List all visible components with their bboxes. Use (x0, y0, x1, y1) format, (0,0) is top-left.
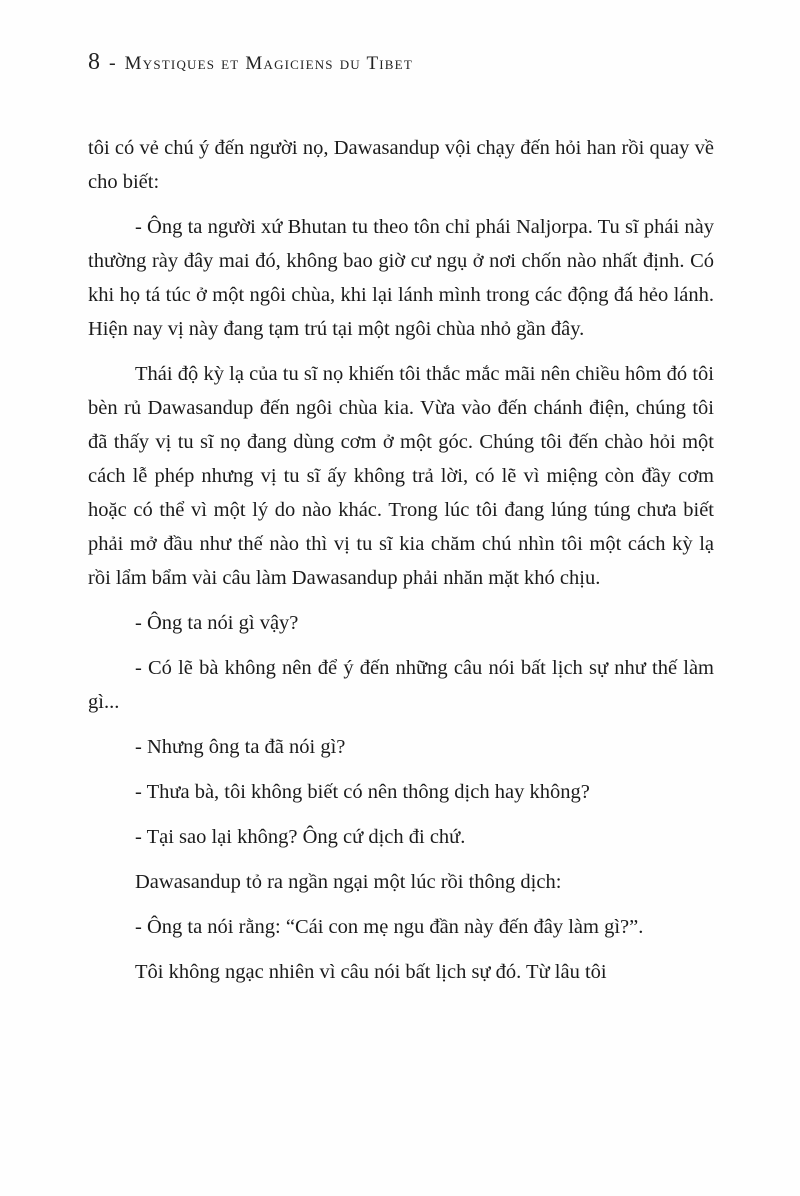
paragraph: Thái độ kỳ lạ của tu sĩ nọ khiến tôi thắc mắc mãi nên chiều hôm đó tôi bèn rủ Dawasandup đến ngôi chùa kia. Vừa vào đến chánh điện, chúng tôi đã thấy vị tu sĩ nọ đang dùng cơm ở một góc. Chúng tôi đến chào hỏi một cách lễ phép nhưng vị tu sĩ ấy không trả lời, có lẽ vì miệng còn đầy cơm hoặc có thể vì một lý do nào khác. Trong lúc tôi đang lúng túng chưa biết phải mở đầu như thế nào thì vị tu sĩ kia chăm chú nhìn tôi một cách kỳ lạ rồi lẩm bẩm vài câu làm Dawasandup phải nhăn mặt khó chịu. (88, 363, 714, 589)
paragraph: - Thưa bà, tôi không biết có nên thông dịch hay không? (135, 781, 590, 803)
paragraph: - Có lẽ bà không nên để ý đến những câu nói bất lịch sự như thế làm gì... (88, 657, 714, 713)
paragraph: tôi có vẻ chú ý đến người nọ, Dawasandup vội chạy đến hỏi han rồi quay về cho biết: (88, 137, 714, 193)
paragraph: - Ông ta nói rằng: “Cái con mẹ ngu đần này đến đây làm gì?”. (135, 916, 644, 938)
paragraph: - Tại sao lại không? Ông cứ dịch đi chứ. (135, 826, 466, 848)
paragraph: - Ông ta nói gì vậy? (135, 612, 299, 634)
book-title: Mystiques et Magiciens du Tibet (124, 53, 413, 74)
paragraph: - Ông ta người xứ Bhutan tu theo tôn chỉ phái Naljorpa. Tu sĩ phái này thường rày đây mai đó, không bao giờ cư ngụ ở nơi chốn nào nhất định. Có khi họ tá túc ở một ngôi chùa, khi lại lánh mình trong các động đá hẻo lánh. Hiện nay vị này đang tạm trú tại một ngôi chùa nhỏ gần đây. (88, 216, 714, 340)
page-number: 8 (88, 49, 100, 75)
body-text (88, 131, 714, 1000)
paragraph: Tôi không ngạc nhiên vì câu nói bất lịch sự đó. Từ lâu tôi (135, 961, 607, 983)
running-header (88, 50, 712, 74)
paragraph: Dawasandup tỏ ra ngần ngại một lúc rồi thông dịch: (135, 871, 562, 893)
header-separator: - (109, 52, 116, 74)
paragraph: - Nhưng ông ta đã nói gì? (135, 736, 346, 758)
